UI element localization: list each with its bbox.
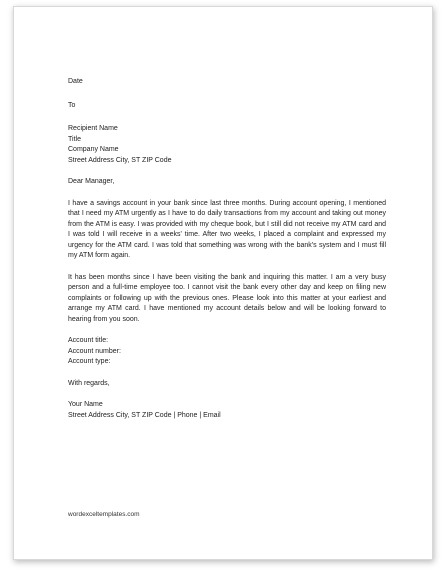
paragraph-2: It has been months since I have been visiting the bank and inquiring this matter. I am a very busy person and a full-time employee too. I cannot visit the bank every other day and keep on filing new complaints or following up with the previous ones. Please look into this matter at your earliest and arrange my ATM card. I have mentioned my account details below and will be looking forward to hearing from you soon. (68, 273, 386, 323)
paragraph-1: I have a savings account in your bank since last three months. During account opening, I mentioned that I need my ATM urgently as I have to do daily transactions from my account and taking out money from the ATM is easy. I was provided with my cheque book, but I still did not receive my ATM card and I was told I will receive in a weeks' time. After two weeks, I placed a complaint and expressed my urgency for the ATM card. I was told that something was wrong with the bank's system and I must fill my ATM form again. (68, 199, 386, 259)
sender-name: Your Name (68, 401, 103, 408)
website-footer: wordexceltemplates.com (68, 511, 140, 518)
letter-body (68, 77, 386, 421)
to-line: To (68, 101, 76, 109)
account-title-label: Account title: (68, 337, 109, 344)
account-type-label: Account type: (68, 358, 111, 365)
account-number-label: Account number: (68, 347, 121, 355)
recipient-title: Title (68, 135, 81, 143)
sender-contact: Street Address City, ST ZIP Code | Phone | Email (68, 411, 221, 419)
closing: With regards, (68, 379, 110, 387)
company-name: Company Name (68, 146, 119, 153)
recipient-name: Recipient Name (68, 125, 118, 132)
salutation: Dear Manager, (68, 178, 115, 185)
recipient-address: Street Address City, ST ZIP Code (68, 156, 172, 164)
date-line: Date (68, 78, 83, 85)
letter-page (13, 6, 433, 560)
